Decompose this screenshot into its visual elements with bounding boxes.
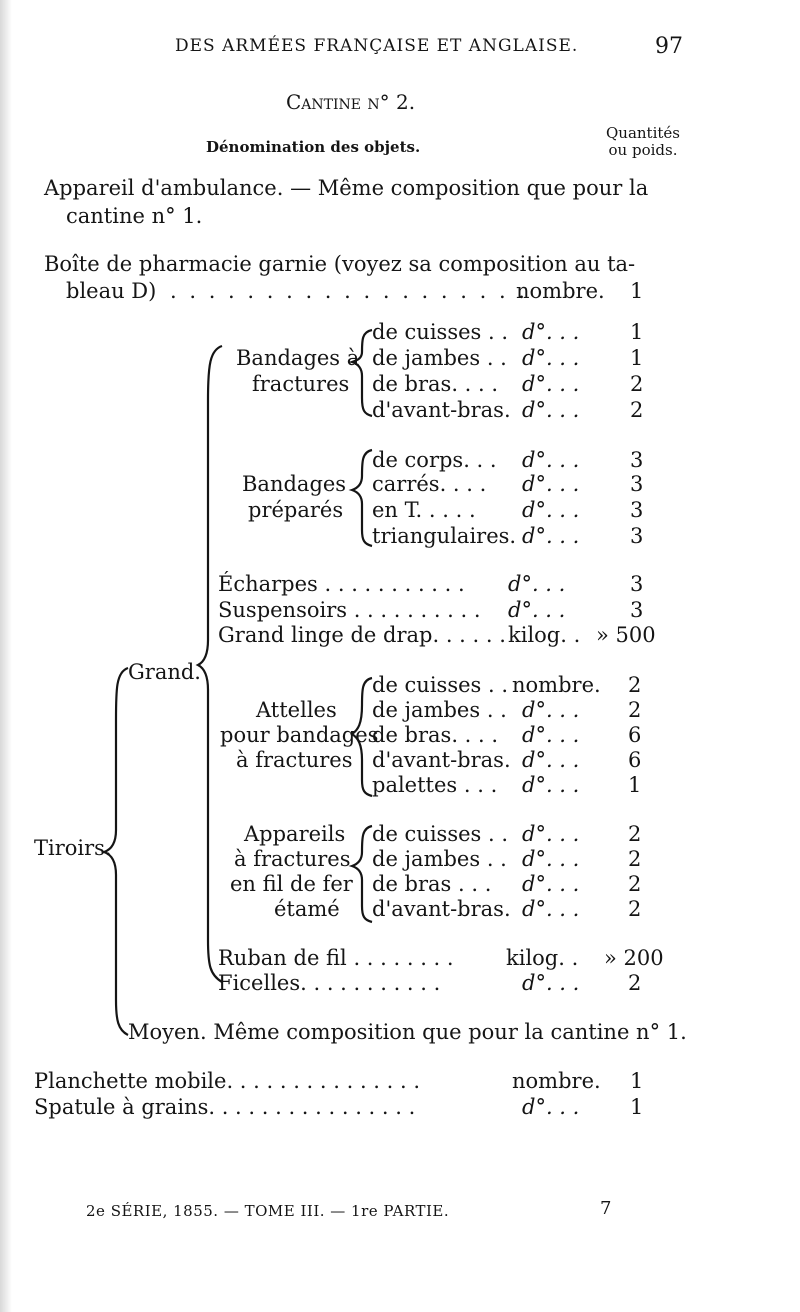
qty: 1 <box>628 773 642 797</box>
wire-apparatus-label-3: en fil de fer <box>230 872 353 896</box>
list-item: de bras. . . . <box>372 723 499 747</box>
running-title: DES ARMÉES FRANÇAISE ET ANGLAISE. <box>175 36 579 56</box>
footer-signature-line: 2e SÉRIE, 1855. — TOME III. — 1re PARTIE. <box>86 1202 450 1220</box>
quantities-header: Quantités ou poids. <box>606 124 680 160</box>
unit: d°. . . <box>508 598 566 622</box>
unit: d°. . . <box>522 897 580 921</box>
splints-label-2: pour bandages <box>220 723 379 747</box>
list-item: d'avant-bras. <box>372 398 511 422</box>
list-item: de bras . . . <box>372 872 492 896</box>
list-item: d'avant-bras. <box>372 748 511 772</box>
unit: d°. . . <box>522 872 580 896</box>
list-item: de jambes . . <box>372 346 507 370</box>
unit: d°. . . <box>522 372 580 396</box>
qty: 2 <box>628 698 642 722</box>
qty: 6 <box>628 723 642 747</box>
list-item: de cuisses . . <box>372 822 509 846</box>
qty: 2 <box>630 372 644 396</box>
list-item: Suspensoirs . . . . . . . . . . <box>218 598 481 622</box>
list-item: de jambes . . <box>372 698 507 722</box>
prepared-bandages-label-2: préparés <box>248 498 344 522</box>
pharmacy-line-1: Boîte de pharmacie garnie (voyez sa composition au ta- <box>44 252 636 276</box>
list-item: de corps. . . <box>372 448 497 472</box>
list-item: triangulaires. <box>372 524 517 548</box>
tiroirs-label: Tiroirs. <box>34 836 112 860</box>
list-item: en T. . . . . <box>372 498 476 522</box>
prepared-bandages-label-1: Bandages <box>242 472 347 496</box>
unit: d°. . . <box>522 398 580 422</box>
unit: d°. . . <box>522 847 580 871</box>
qty: 3 <box>630 448 644 472</box>
list-item: Ruban de fil . . . . . . . . <box>218 946 454 970</box>
qty: 3 <box>630 572 644 596</box>
qty: 2 <box>628 822 642 846</box>
wire-apparatus-label-2: à fractures <box>234 847 351 871</box>
list-item: Écharpes . . . . . . . . . . . <box>218 572 465 596</box>
list-item: Ficelles. . . . . . . . . . . <box>218 971 441 995</box>
qty: 3 <box>630 524 644 548</box>
qty: 2 <box>628 897 642 921</box>
qty: 3 <box>630 598 644 622</box>
wire-apparatus-label-1: Appareils <box>244 822 346 846</box>
unit: d°. . . <box>522 498 580 522</box>
qty: 2 <box>628 847 642 871</box>
qty: 6 <box>628 748 642 772</box>
section-title: Cantine n° 2. <box>286 90 416 114</box>
unit: nombre. <box>512 1069 601 1093</box>
pharmacy-unit: nombre. <box>516 279 605 303</box>
list-item: carrés. . . . <box>372 472 487 496</box>
list-item: Grand linge de drap. . . . . . <box>218 623 506 647</box>
footer-sheet-number: 7 <box>600 1198 612 1219</box>
wire-apparatus-label-4: étamé <box>274 897 340 921</box>
unit: d°. . . <box>522 346 580 370</box>
pharmacy-line-2: bleau D) <box>66 279 157 303</box>
designation-header: Dénomination des objets. <box>206 138 421 156</box>
fracture-bandages-label-2: fractures <box>252 372 350 396</box>
intro-line-2: cantine n° 1. <box>66 204 203 228</box>
moyen-line: Moyen. Même composition que pour la cantine n° 1. <box>128 1020 687 1044</box>
list-item: de cuisses . . <box>372 320 509 344</box>
qty: » 200 <box>604 946 664 970</box>
list-item: Planchette mobile. . . . . . . . . . . . . . . <box>34 1069 421 1093</box>
unit: d°. . . <box>522 723 580 747</box>
pharmacy-leader: . . . . . . . . . . . . . . . . . . . <box>170 279 528 303</box>
list-item: Spatule à grains. . . . . . . . . . . . . . . . <box>34 1095 416 1119</box>
unit: d°. . . <box>522 971 580 995</box>
qty: 1 <box>630 320 644 344</box>
splints-label-1: Attelles <box>256 698 337 722</box>
unit: kilog. . <box>506 946 579 970</box>
list-item: de cuisses . . <box>372 673 509 697</box>
unit: d°. . . <box>522 773 580 797</box>
qty: 3 <box>630 472 644 496</box>
fracture-bandages-label-1: Bandages à <box>236 346 360 370</box>
qty: 1 <box>630 1069 644 1093</box>
qty: 2 <box>628 673 642 697</box>
qty: » 500 <box>596 623 656 647</box>
unit: kilog. . <box>508 623 581 647</box>
unit: d°. . . <box>522 698 580 722</box>
list-item: d'avant-bras. <box>372 897 511 921</box>
unit: d°. . . <box>522 472 580 496</box>
qty: 1 <box>630 346 644 370</box>
list-item: de bras. . . . <box>372 372 499 396</box>
unit: d°. . . <box>522 1095 580 1119</box>
unit: nombre. <box>512 673 601 697</box>
unit: d°. . . <box>522 448 580 472</box>
qty: 2 <box>630 398 644 422</box>
splints-label-3: à fractures <box>236 748 353 772</box>
qty: 3 <box>630 498 644 522</box>
list-item: palettes . . . <box>372 773 498 797</box>
unit: d°. . . <box>522 320 580 344</box>
list-item: de jambes . . <box>372 847 507 871</box>
qty: 2 <box>628 872 642 896</box>
pharmacy-qty: 1 <box>630 279 644 303</box>
unit: d°. . . <box>508 572 566 596</box>
qty: 2 <box>628 971 642 995</box>
unit: d°. . . <box>522 748 580 772</box>
grand-label: Grand. <box>128 660 201 684</box>
unit: d°. . . <box>522 524 580 548</box>
qty: 1 <box>630 1095 644 1119</box>
intro-line-1: Appareil d'ambulance. — Même composition que pour la <box>44 176 649 200</box>
page-number: 97 <box>655 34 683 59</box>
unit: d°. . . <box>522 822 580 846</box>
